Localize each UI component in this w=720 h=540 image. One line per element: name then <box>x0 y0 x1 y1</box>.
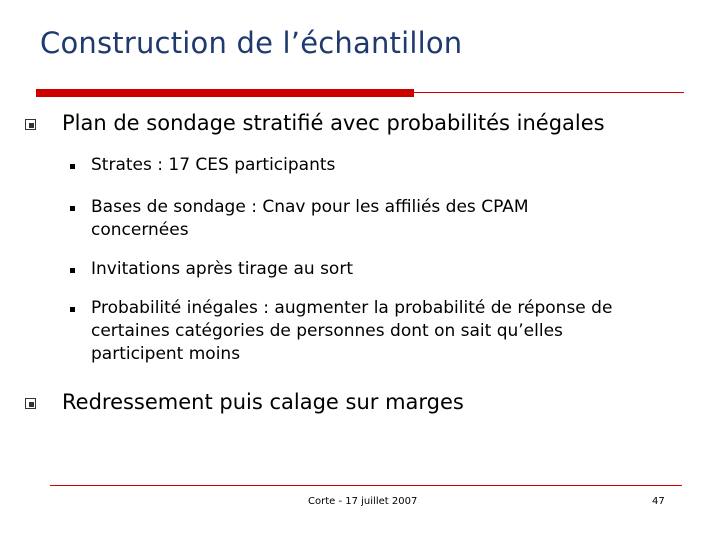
slide-title: Construction de l’échantillon <box>40 26 463 60</box>
page-number: 47 <box>652 496 665 507</box>
checkbox-bullet-icon <box>25 398 36 409</box>
bullet-level2: Invitations après tirage au sort <box>91 259 353 279</box>
bullet-level1: Redressement puis calage sur marges <box>62 390 464 414</box>
bullet-level1: Plan de sondage stratifié avec probabilités inégales <box>62 111 605 135</box>
square-bullet-icon <box>70 268 75 273</box>
square-bullet-icon <box>70 164 75 169</box>
title-underline-bar <box>36 89 414 97</box>
square-bullet-icon <box>70 307 75 312</box>
bullet-level2: Bases de sondage : Cnav pour les affiliés des CPAM concernées <box>91 197 529 240</box>
bullet-level2: Probabilité inégales : augmenter la probabilité de réponse de certaines catégories de personnes dont on sait qu’elles participent moins <box>91 298 613 364</box>
footer-line <box>50 485 682 486</box>
checkbox-bullet-icon <box>25 119 36 130</box>
footer-text: Corte - 17 juillet 2007 <box>308 496 418 507</box>
title-underline-line <box>414 92 684 93</box>
bullet-level2: Strates : 17 CES participants <box>91 155 336 175</box>
square-bullet-icon <box>70 206 75 211</box>
